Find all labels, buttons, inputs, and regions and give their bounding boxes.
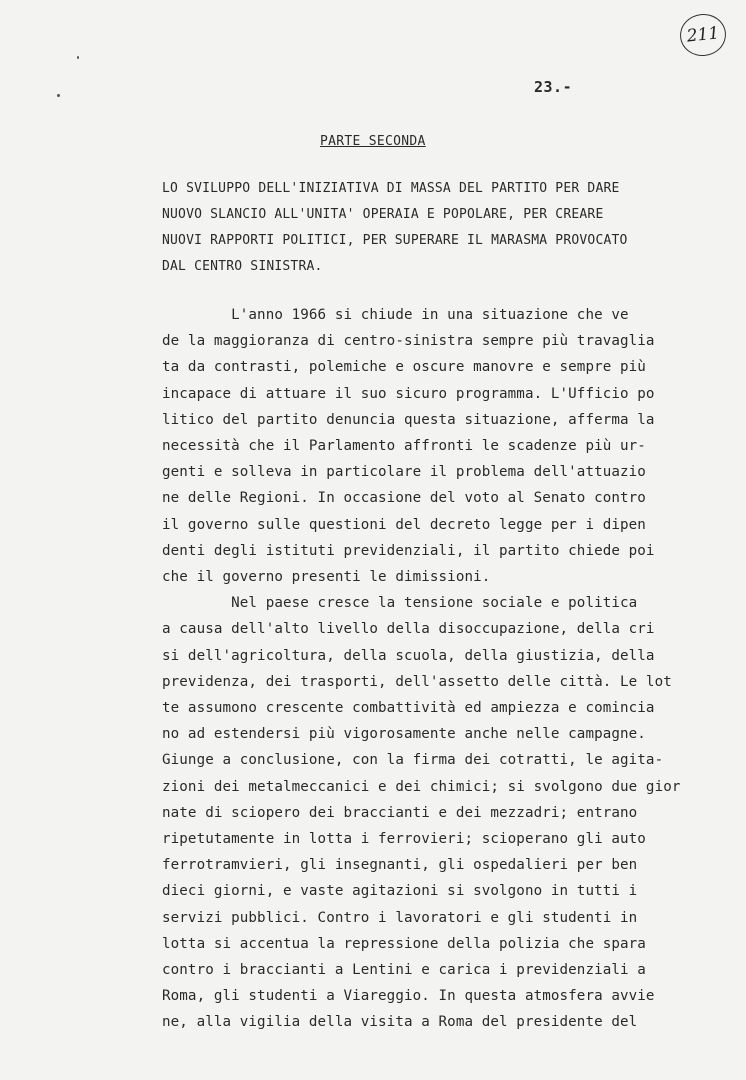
body-text	[162, 302, 722, 1036]
text-line: zioni dei metalmeccanici e dei chimici; si svolgono due gior	[162, 778, 681, 795]
heading-line: DAL CENTRO SINISTRA.	[162, 259, 323, 274]
text-line: L'anno 1966 si chiude in una situazione che ve	[162, 307, 629, 323]
section-heading	[162, 176, 702, 280]
text-line: ripetutamente in lotta i ferrovieri; scioperano gli auto	[162, 831, 646, 848]
paper-speck	[77, 56, 79, 59]
paragraph-1	[162, 302, 722, 590]
text-line: Roma, gli studenti a Viareggio. In questa atmosfera avvie	[162, 988, 655, 1005]
archive-stamp-number: 211	[685, 23, 721, 47]
text-line: de la maggioranza di centro-sinistra sempre più travaglia	[162, 333, 655, 350]
text-line: si dell'agricoltura, della scuola, della giustizia, della	[162, 647, 655, 664]
section-title: PARTE SECONDA	[320, 134, 426, 149]
text-line: incapace di attuare il suo sicuro programma. L'Ufficio po	[162, 385, 655, 402]
text-line: contro i braccianti a Lentini e carica i previdenziali a	[162, 962, 646, 979]
text-line: previdenza, dei trasporti, dell'assetto delle città. Le lot	[162, 673, 672, 690]
page-number: 23.-	[534, 78, 573, 96]
text-line: ferrotramvieri, gli insegnanti, gli ospedalieri per ben	[162, 857, 638, 874]
archive-stamp	[678, 12, 728, 59]
text-line: Nel paese cresce la tensione sociale e politica	[162, 595, 638, 612]
text-line: ne delle Regioni. In occasione del voto al Senato contro	[162, 490, 646, 507]
text-line: necessità che il Parlamento affronti le scadenze più ur-	[162, 438, 646, 455]
text-line: litico del partito denuncia questa situazione, afferma la	[162, 411, 655, 428]
text-line: che il governo presenti le dimissioni.	[162, 569, 491, 586]
text-line: dieci giorni, e vaste agitazioni si svolgono in tutti i	[162, 883, 638, 900]
text-line: ne, alla vigilia della visita a Roma del presidente del	[162, 1014, 638, 1031]
text-line: nate di sciopero dei braccianti e dei mezzadri; entrano	[162, 804, 638, 821]
text-line: a causa dell'alto livello della disoccupazione, della cri	[162, 621, 655, 638]
paper-speck	[57, 94, 60, 97]
text-line: il governo sulle questioni del decreto legge per i dipen	[162, 516, 646, 533]
text-line: Giunge a conclusione, con la firma dei cotratti, le agita-	[162, 752, 664, 769]
text-line: te assumono crescente combattività ed ampiezza e comincia	[162, 700, 655, 717]
heading-line: NUOVI RAPPORTI POLITICI, PER SUPERARE IL MARASMA PROVOCATO	[162, 233, 628, 248]
text-line: ta da contrasti, polemiche e oscure manovre e sempre più	[162, 359, 646, 376]
text-line: denti degli istituti previdenziali, il partito chiede poi	[162, 542, 655, 559]
text-line: lotta si accentua la repressione della polizia che spara	[162, 935, 646, 952]
heading-line: NUOVO SLANCIO ALL'UNITA' OPERAIA E POPOLARE, PER CREARE	[162, 207, 604, 222]
heading-line: LO SVILUPPO DELL'INIZIATIVA DI MASSA DEL PARTITO PER DARE	[162, 181, 620, 196]
paragraph-2	[162, 590, 722, 1035]
text-line: genti e solleva in particolare il problema dell'attuazio	[162, 464, 646, 481]
text-line: no ad estendersi più vigorosamente anche nelle campagne.	[162, 726, 646, 743]
text-line: servizi pubblici. Contro i lavoratori e gli studenti in	[162, 909, 638, 926]
